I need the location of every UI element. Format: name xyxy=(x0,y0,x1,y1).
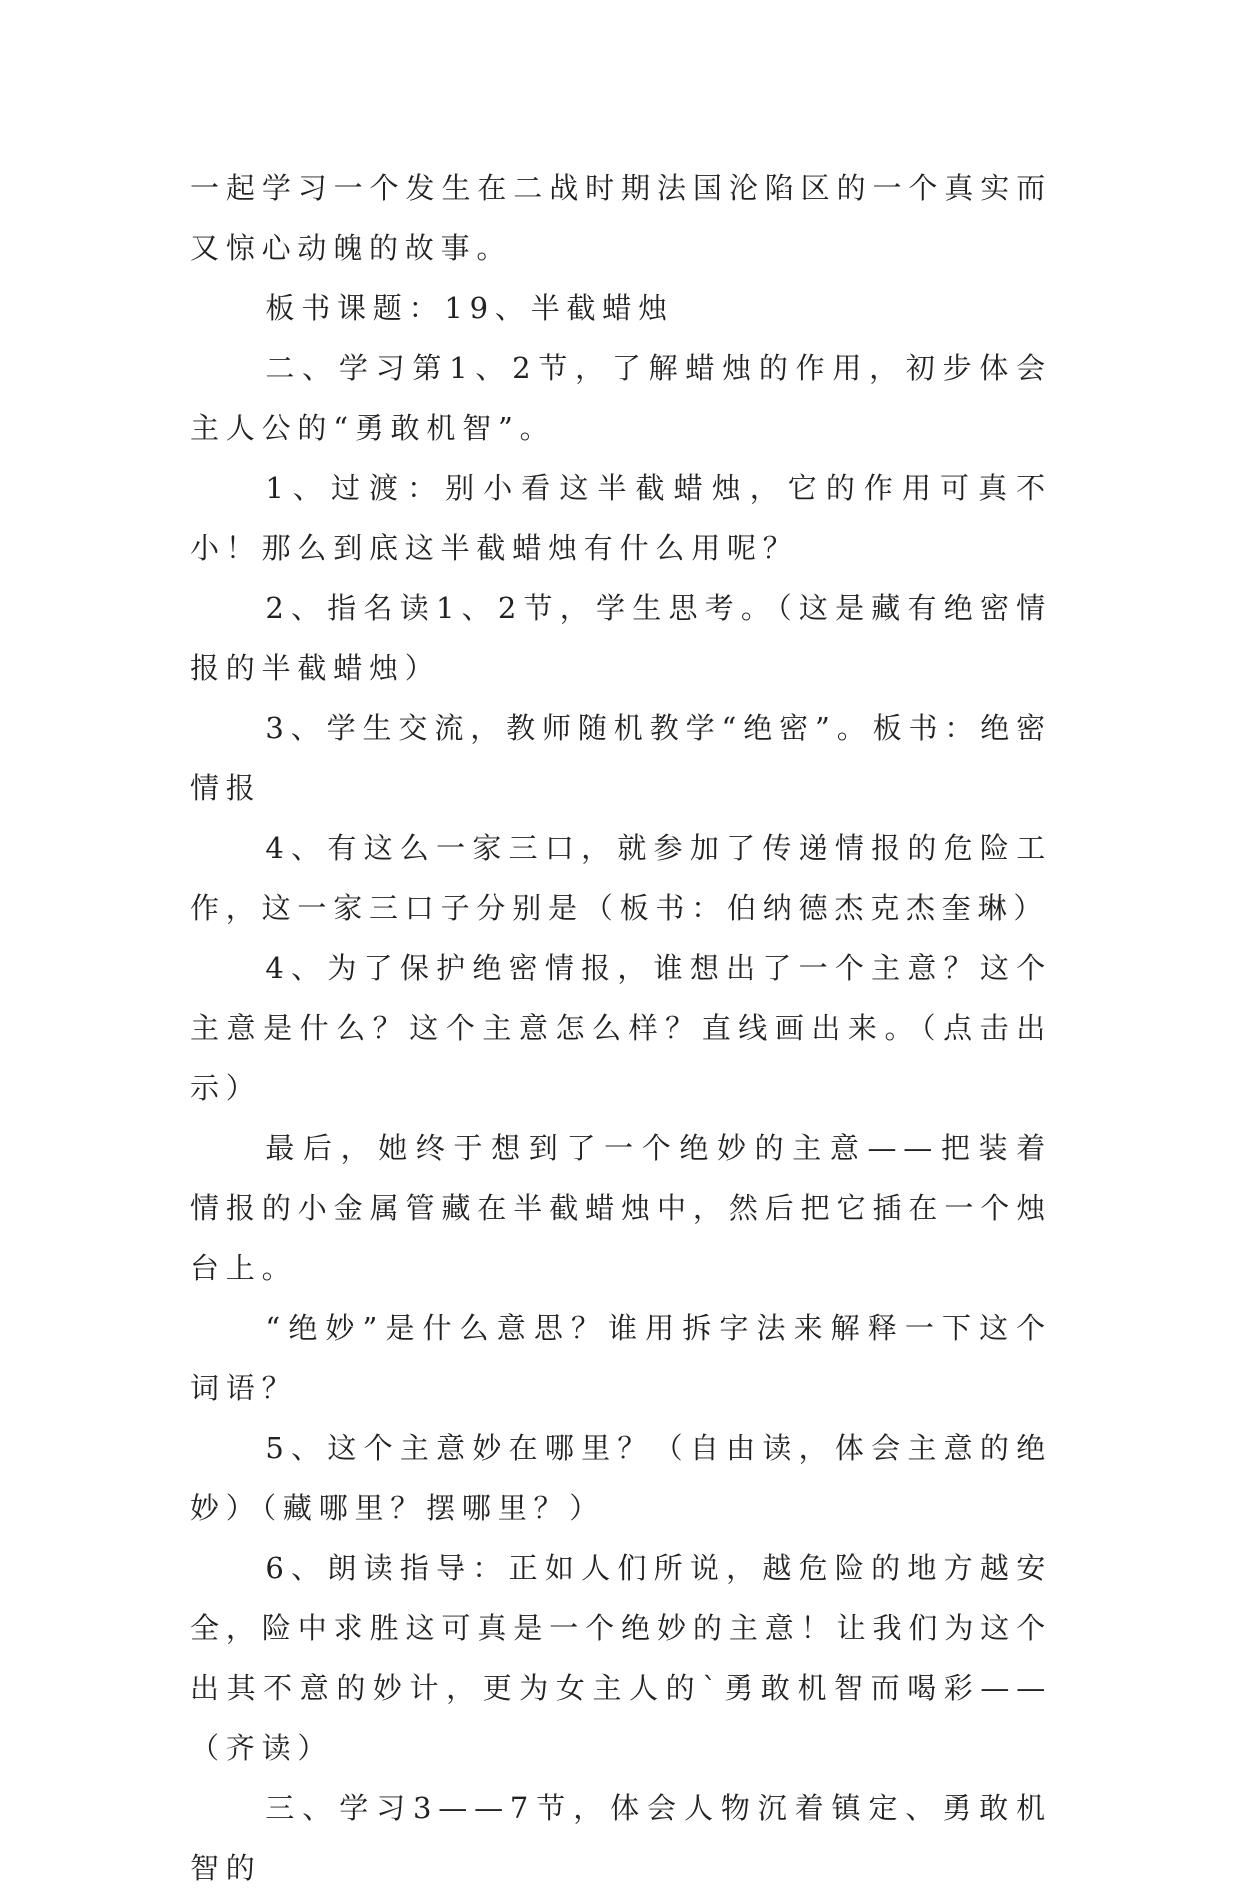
paragraph-step-2: 2、指名读1、2节，学生思考。（这是藏有绝密情报的半截蜡烛） xyxy=(190,591,1052,685)
paragraph-step-6: 6、朗读指导：正如人们所说，越危险的地方越安全，险中求胜这可真是一个绝妙的主意！让我们为这个出其不意的妙计，更为女主人的`勇敢机智而喝彩——（齐读） xyxy=(190,1551,1052,1765)
document-body xyxy=(190,158,1052,1898)
paragraph-board-title: 板书课题：19、半截蜡烛 xyxy=(265,291,674,325)
paragraph-word-question: “绝妙”是什么意思？谁用拆字法来解释一下这个词语？ xyxy=(190,1311,1052,1405)
paragraph-section-three-heading: 三、学习3——7节，体会人物沉着镇定、勇敢机智的 xyxy=(190,1791,1052,1885)
paragraph-quote: 最后，她终于想到了一个绝妙的主意——把装着情报的小金属管藏在半截蜡烛中，然后把它插在一个烛台上。 xyxy=(190,1131,1052,1285)
paragraph-section-two-heading: 二、学习第1、2节，了解蜡烛的作用，初步体会主人公的“勇敢机智”。 xyxy=(190,351,1052,445)
paragraph-intro-continuation: 一起学习一个发生在二战时期法国沦陷区的一个真实而又惊心动魄的故事。 xyxy=(190,171,1052,265)
paragraph-step-5: 5、这个主意妙在哪里？（自由读，体会主意的绝妙）（藏哪里？摆哪里？） xyxy=(190,1431,1052,1525)
paragraph-step-4a: 4、有这么一家三口，就参加了传递情报的危险工作，这一家三口子分别是（板书：伯纳德杰克杰奎琳） xyxy=(190,831,1052,925)
paragraph-step-4b: 4、为了保护绝密情报，谁想出了一个主意？这个主意是什么？这个主意怎么样？直线画出来。（点击出示） xyxy=(190,951,1052,1105)
paragraph-step-1: 1、过渡：别小看这半截蜡烛，它的作用可真不小！那么到底这半截蜡烛有什么用呢？ xyxy=(190,471,1052,565)
paragraph-step-3: 3、学生交流，教师随机教学“绝密”。板书：绝密情报 xyxy=(190,711,1052,805)
